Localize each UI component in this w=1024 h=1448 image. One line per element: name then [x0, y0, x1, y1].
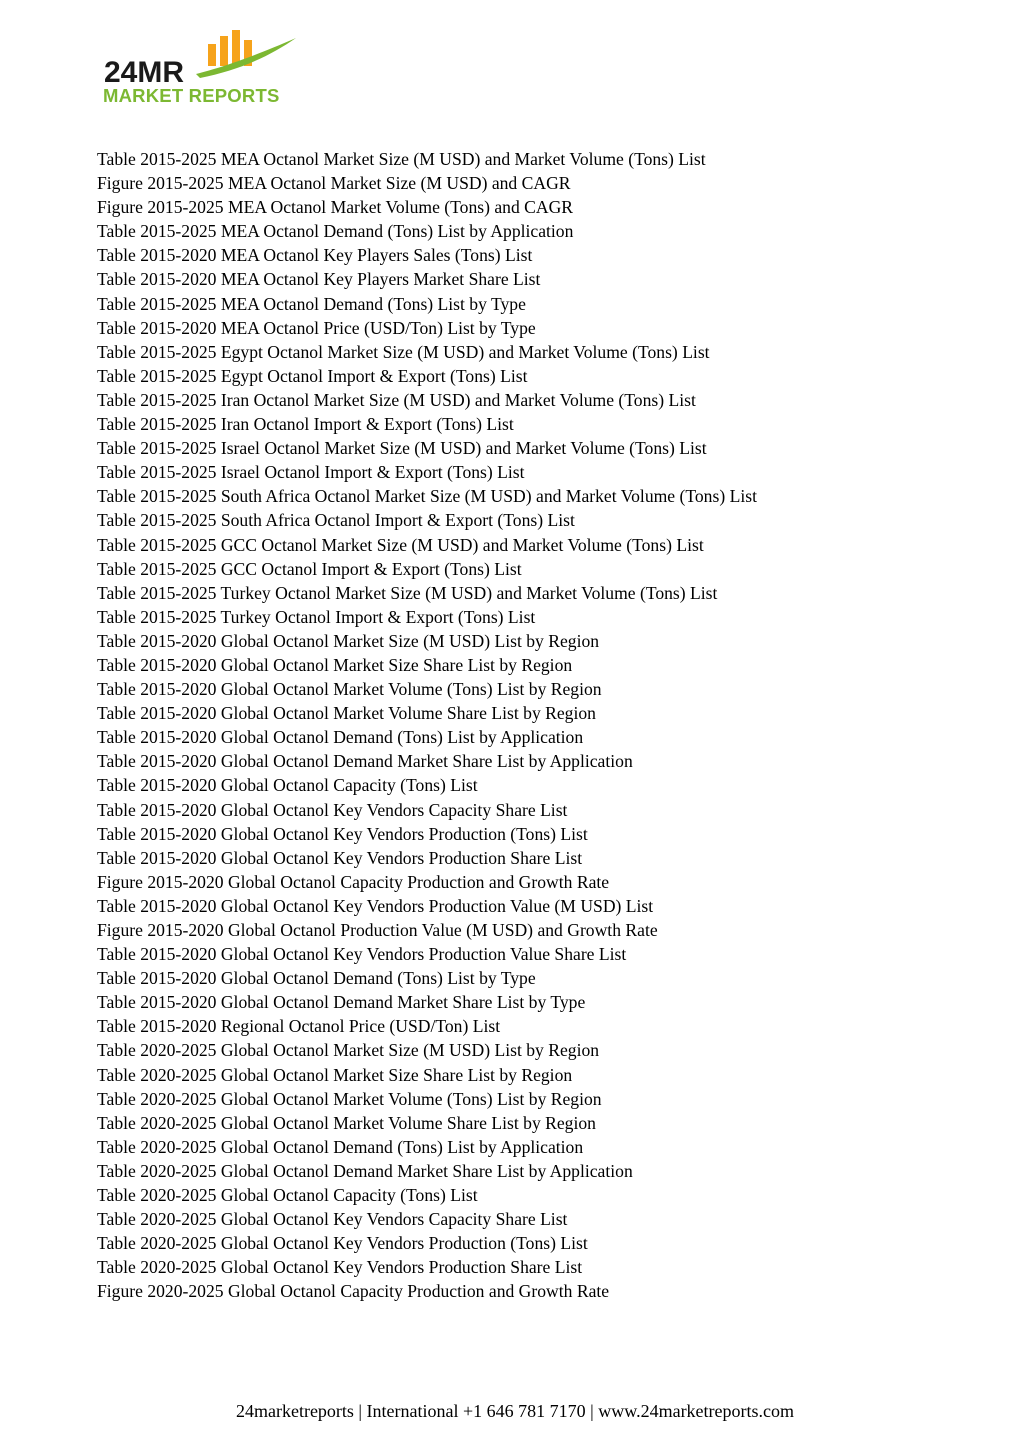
list-item: Table 2015-2025 Egypt Octanol Import & Export (Tons) List	[97, 365, 528, 386]
list-item: Table 2015-2020 Global Octanol Key Vendors Production Value (M USD) List	[97, 895, 654, 916]
list-item: Table 2015-2020 MEA Octanol Price (USD/Ton) List by Type	[97, 317, 536, 338]
list-item: Table 2015-2020 Global Octanol Market Volume (Tons) List by Region	[97, 679, 602, 700]
list-item: Figure 2015-2025 MEA Octanol Market Size (M USD) and CAGR	[97, 173, 571, 194]
list-item: Table 2015-2025 Turkey Octanol Import & Export (Tons) List	[97, 606, 536, 627]
list-item: Table 2015-2025 Iran Octanol Import & Export (Tons) List	[97, 414, 514, 435]
list-item: Table 2020-2025 Global Octanol Market Volume (Tons) List by Region	[97, 1088, 602, 1109]
list-item: Table 2015-2020 Global Octanol Market Size (M USD) List by Region	[97, 630, 600, 651]
list-item: Figure 2015-2025 MEA Octanol Market Volume (Tons) and CAGR	[97, 197, 574, 218]
list-item: Table 2020-2025 Global Octanol Demand Market Share List by Application	[97, 1160, 633, 1181]
list-item: Table 2015-2020 Global Octanol Capacity (Tons) List	[97, 775, 478, 796]
list-item: Table 2015-2025 Israel Octanol Market Size (M USD) and Market Volume (Tons) List	[97, 438, 707, 459]
list-item: Table 2015-2025 Egypt Octanol Market Size (M USD) and Market Volume (Tons) List	[97, 341, 710, 362]
logo-text-top: 24MR	[104, 56, 185, 89]
list-item: Table 2015-2020 Global Octanol Key Vendors Production (Tons) List	[97, 823, 588, 844]
list-item: Table 2015-2025 MEA Octanol Demand (Tons) List by Type	[97, 293, 526, 314]
list-item: Table 2020-2025 Global Octanol Key Vendors Production (Tons) List	[97, 1233, 588, 1254]
list-item: Table 2015-2025 MEA Octanol Demand (Tons) List by Application	[97, 221, 574, 242]
list-item: Figure 2015-2020 Global Octanol Capacity Production and Growth Rate	[97, 871, 610, 892]
list-item: Table 2015-2025 South Africa Octanol Import & Export (Tons) List	[97, 510, 575, 531]
list-item: Table 2015-2025 Iran Octanol Market Size (M USD) and Market Volume (Tons) List	[97, 389, 696, 410]
list-item: Table 2020-2025 Global Octanol Key Vendors Capacity Share List	[97, 1209, 568, 1230]
list-item: Table 2015-2020 Global Octanol Key Vendors Production Share List	[97, 847, 583, 868]
list-item: Table 2015-2020 Global Octanol Key Vendors Capacity Share List	[97, 799, 568, 820]
list-item: Table 2015-2020 Global Octanol Key Vendors Production Value Share List	[97, 944, 627, 965]
list-item: Table 2015-2025 Israel Octanol Import & Export (Tons) List	[97, 462, 525, 483]
list-item: Table 2015-2020 Global Octanol Demand Market Share List by Application	[97, 751, 633, 772]
table-of-contents-list	[97, 147, 757, 1304]
list-item: Table 2015-2020 MEA Octanol Key Players Sales (Tons) List	[97, 245, 533, 266]
list-item: Table 2020-2025 Global Octanol Demand (Tons) List by Application	[97, 1136, 584, 1157]
logo	[100, 28, 310, 108]
list-item: Table 2020-2025 Global Octanol Market Volume Share List by Region	[97, 1112, 596, 1133]
list-item: Table 2015-2020 Global Octanol Demand (Tons) List by Type	[97, 968, 536, 989]
list-item: Table 2020-2025 Global Octanol Market Size (M USD) List by Region	[97, 1040, 600, 1061]
list-item: Table 2020-2025 Global Octanol Key Vendors Production Share List	[97, 1257, 583, 1278]
list-item: Table 2015-2025 MEA Octanol Market Size (M USD) and Market Volume (Tons) List	[97, 149, 706, 169]
list-item: Table 2015-2025 GCC Octanol Market Size (M USD) and Market Volume (Tons) List	[97, 534, 704, 555]
list-item: Figure 2020-2025 Global Octanol Capacity Production and Growth Rate	[97, 1281, 610, 1302]
list-item: Table 2020-2025 Global Octanol Capacity (Tons) List	[97, 1185, 478, 1206]
list-item: Table 2015-2025 Turkey Octanol Market Size (M USD) and Market Volume (Tons) List	[97, 582, 718, 603]
list-item: Table 2020-2025 Global Octanol Market Size Share List by Region	[97, 1064, 573, 1085]
list-item: Table 2015-2020 Global Octanol Market Volume Share List by Region	[97, 703, 596, 724]
logo-text-bottom: MARKET REPORTS	[103, 85, 280, 106]
page-footer: 24marketreports | International +1 646 781 7170 | www.24marketreports.com	[235, 1401, 795, 1421]
list-item: Table 2015-2020 Global Octanol Market Size Share List by Region	[97, 654, 573, 675]
list-item: Table 2015-2020 MEA Octanol Key Players Market Share List	[97, 269, 541, 290]
list-item: Table 2015-2025 GCC Octanol Import & Export (Tons) List	[97, 558, 522, 579]
list-item: Table 2015-2020 Regional Octanol Price (USD/Ton) List	[97, 1016, 501, 1037]
list-item: Figure 2015-2020 Global Octanol Production Value (M USD) and Growth Rate	[97, 920, 658, 940]
list-item: Table 2015-2020 Global Octanol Demand (Tons) List by Application	[97, 727, 584, 748]
list-item: Table 2015-2025 South Africa Octanol Market Size (M USD) and Market Volume (Tons) List	[97, 486, 757, 507]
list-item: Table 2015-2020 Global Octanol Demand Market Share List by Type	[97, 992, 586, 1013]
